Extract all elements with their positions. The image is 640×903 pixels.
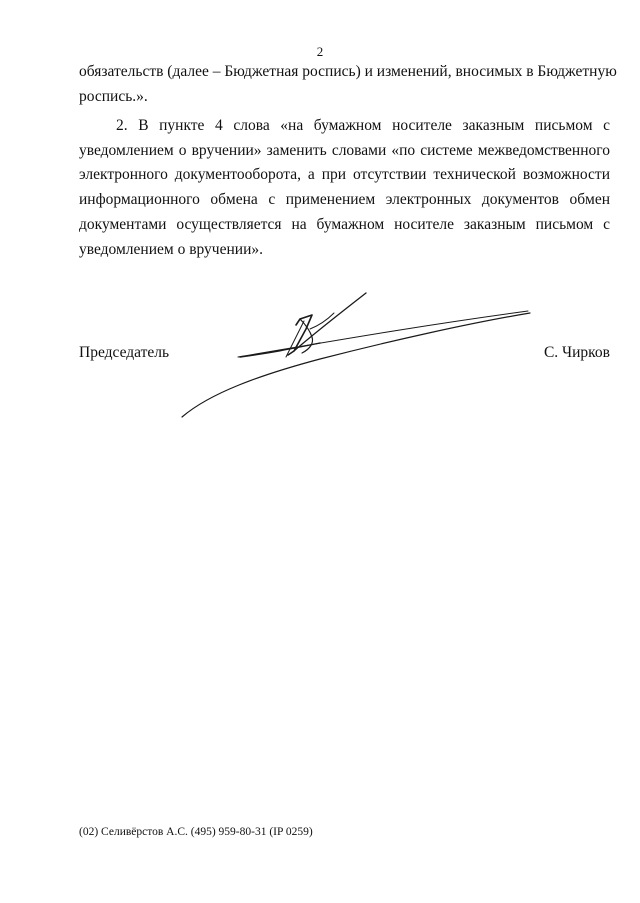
paragraph-line: документами осуществляется на бумажном носителе заказным письмом с xyxy=(79,216,610,233)
paragraph-line: 2. В пункте 4 слова «на бумажном носителе заказным письмом с xyxy=(116,117,610,134)
paragraph-line: электронного документооборота, а при отсутствии технической возможности xyxy=(79,166,610,183)
executor-footnote: (02) Селивёрстов А.С. (495) 959-80-31 (IP 0259) xyxy=(79,826,313,838)
paragraph-line: уведомлением о вручении» заменить словами «по системе межведомственного xyxy=(79,142,610,159)
paragraph-line: обязательств (далее – Бюджетная роспись) и изменений, вносимых в Бюджетную xyxy=(79,63,617,80)
page-number: 2 xyxy=(316,44,324,59)
signatory-title: Председатель xyxy=(79,344,170,361)
paragraph-line: уведомлением о вручении». xyxy=(79,241,263,258)
paragraph-line: информационного обмена с применением электронных документов обмен xyxy=(79,191,610,208)
signatory-name: С. Чирков xyxy=(543,344,610,361)
signature-block xyxy=(79,344,610,366)
paragraph-line: роспись.». xyxy=(79,88,148,105)
